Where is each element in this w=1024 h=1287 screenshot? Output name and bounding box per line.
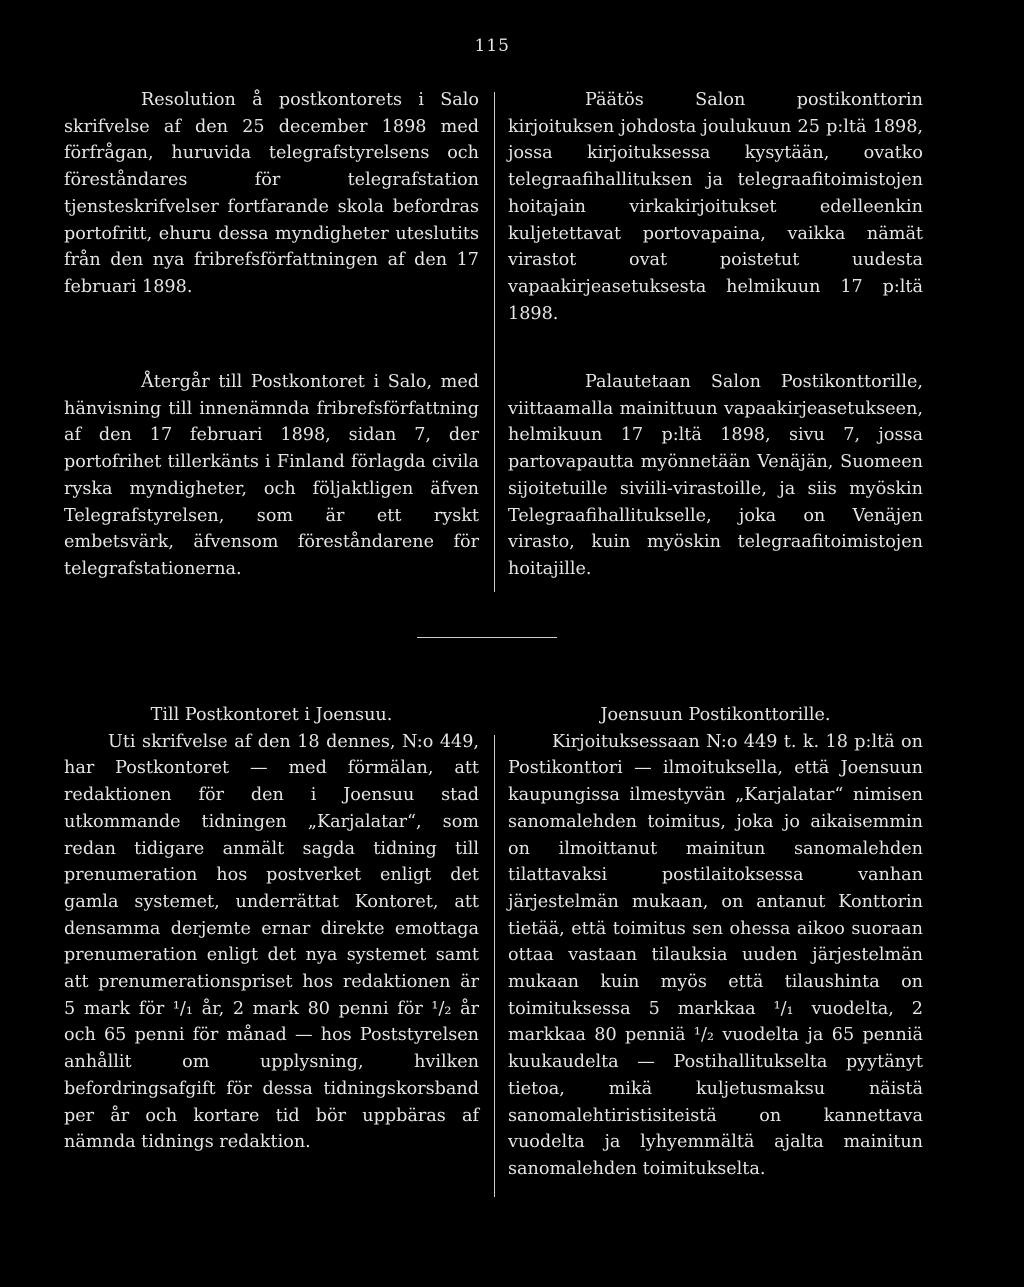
- swedish-letter-column: [64, 702, 479, 1156]
- swedish-letter-text: Uti skrifvelse af den 18 dennes, N:o 449, har Postkontoret — med förmälan, att redaktionen för den i Joensuu stad utkommande tidningen „Karjalatar“, som redan tidigare anmält sagda tidning till prenumeration hos postverket enligt det gamla systemet, underrättat Kontoret, att densamma derjemte ernar direkte emottaga prenumeration enligt det nya systemet samt att prenumerationspriset hos redaktionen är 5 mark för ¹/₁ år, 2 mark 80 penni för ¹/₂ år och 65 penni för månad — hos Poststyrelsen anhållit om upplysning, hvilken befordringsafgift för dessa tidningskorsband per år och kortare tid bör uppbäras af nämnda tidnings redaktion.: [64, 731, 479, 1153]
- swedish-reply-column: [64, 369, 479, 583]
- finnish-reply-text: Palautetaan Salon Postikonttorille, viittaamalla mainittuun vapaakirjeasetukseen, helmikuun 17 p:ltä 1898, sivu 7, jossa partovapautta myönnetään Venäjän, Suomeen sijoitetuille siviili-virastoille, ja siis myöskin Telegraafihallitukselle, joka on Venäjen virasto, kuin myöskin telegraafitoimistojen hoitajille.: [508, 372, 923, 579]
- finnish-letter-heading: Joensuun Postikonttorille.: [600, 705, 831, 725]
- column-divider-top: [494, 92, 495, 592]
- finnish-letter-text: Kirjoituksessaan N:o 449 t. k. 18 p:ltä on Postikonttori — ilmoituksella, että Joensuun kaupungissa ilmestyvän „Karjalatar“ nimisen sanomalehden toimitus, joka jo aikaisemmin on ilmoittanut mainitun sanomalehden tilattavaksi postilaitoksessa vanhan järjestelmän mukaan, on antanut Konttorin tietää, että toimitus sen ohessa aikoo suoraan ottaa vastaan tilauksia uuden järjestelmän mukaan kuin myös että tilaushinta on toimituksessa 5 markkaa ¹/₁ vuodelta, 2 markkaa 80 penniä ¹/₂ vuodelta ja 65 penniä kuukaudelta — Postihallitukselta pyytänyt tietoa, mikä kuljetusmaksu näistä sanomalehtiristisiteistä on kannettava vuodelta ja lyhyemmältä ajalta mainitun sanomalehden toimitukselta.: [508, 731, 923, 1179]
- swedish-resolution-text: Resolution å postkontorets i Salo skrifvelse af den 25 december 1898 med förfrågan, huruvida telegrafstyrelsens och föreståndares för telegrafstation tjensteskrifvelser fortfarande skola befordras portofritt, ehuru dessa myndigheter uteslutits från den nya fribrefsförfattningen af den 17 februari 1898.: [64, 90, 479, 297]
- swedish-letter-heading: Till Postkontoret i Joensuu.: [150, 705, 393, 725]
- column-divider-bottom: [494, 735, 495, 1197]
- section-separator-rule: [417, 637, 557, 638]
- swedish-resolution-column: [64, 87, 479, 301]
- finnish-resolution-text: Päätös Salon postikonttorin kirjoituksen johdosta joulukuun 25 p:ltä 1898, jossa kirjoituksessa kysytään, ovatko telegraafihallituksen ja telegraafitoimistojen hoitajain virkakirjoitukset edelleenkin kuljetettavat portovapaina, vaikka nämät virastot ovat poistetut uudesta vapaakirjeasetuksesta helmikuun 17 p:ltä 1898.: [508, 90, 923, 324]
- finnish-letter-column: [508, 702, 923, 1183]
- finnish-resolution-column: [508, 87, 923, 327]
- swedish-reply-text: Återgår till Postkontoret i Salo, med hänvisning till innenämnda fribrefsförfattning af den 17 februari 1898, sidan 7, der portofrihet tillerkänts i Finland förlagda civila ryska myndigheter, och följaktligen äfven Telegrafstyrelsen, som är ett ryskt embetsvärk, äfvensom föreståndarene för telegrafstationerna.: [64, 372, 479, 579]
- page-number: 115: [474, 36, 510, 56]
- finnish-reply-column: [508, 369, 923, 583]
